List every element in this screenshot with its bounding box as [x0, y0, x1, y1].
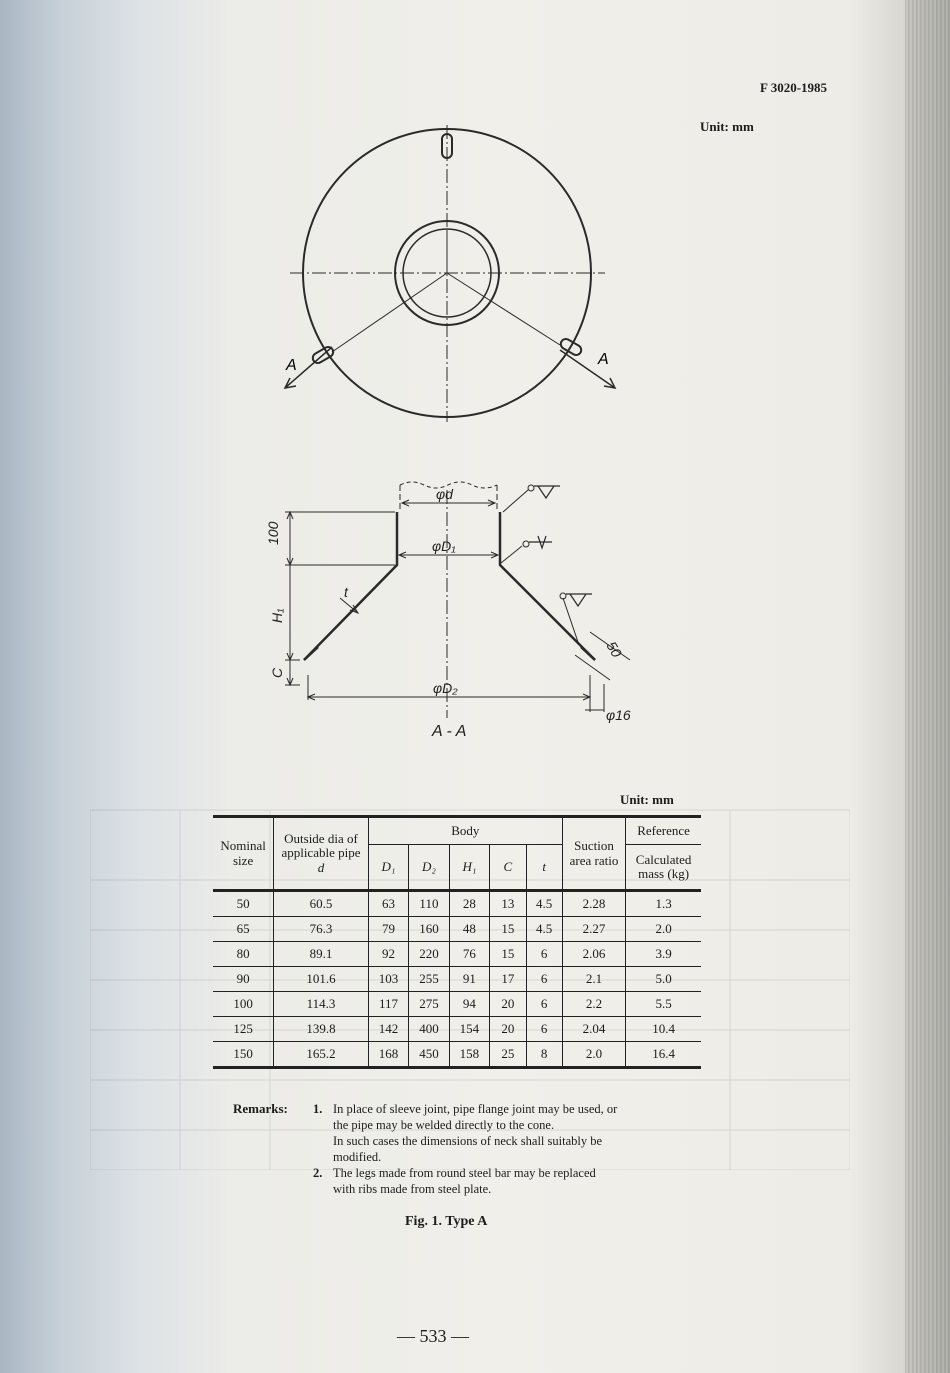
leg-axis-left: [332, 273, 447, 352]
remark-1: 1. In place of sleeve joint, pipe flange joint may be used, or the pipe may be welded directly to the cone. In such cases the dimensions of neck shall suitably be modified.: [313, 1102, 618, 1164]
header-body: Body: [368, 817, 562, 845]
section-arrow-right-label: A: [598, 351, 609, 368]
page-edge-stack: [905, 0, 950, 1373]
header-h1: H₁: [449, 845, 489, 891]
table-row: 150 165.2 168 450 158 25 8 2.0 16.4: [213, 1042, 701, 1068]
table-row: 125 139.8 142 400 154 20 6 2.04 10.4: [213, 1017, 701, 1042]
section-arrow-left-label: A: [286, 357, 297, 374]
table-row: 90 101.6 103 255 91 17 6 2.1 5.0: [213, 967, 701, 992]
leg-axis-right: [447, 273, 560, 345]
header-suction-ratio: Suction area ratio: [562, 817, 625, 891]
table-row: 80 89.1 92 220 76 15 6 2.06 3.9: [213, 942, 701, 967]
remarks-label: Remarks:: [233, 1101, 288, 1116]
header-t: t: [526, 845, 562, 891]
label-phi16: φ16: [606, 707, 631, 723]
page-number: — 533 —: [397, 1326, 469, 1346]
label-t: t: [344, 584, 348, 600]
unit-label: Unit: mm: [700, 119, 754, 134]
document-code: F 3020-1985: [760, 80, 828, 95]
section-title: A - A: [432, 723, 467, 740]
header-d1: D₁: [368, 845, 408, 891]
label-100: 100: [265, 521, 281, 545]
header-d2: D₂: [409, 845, 449, 891]
table-row: 100 114.3 117 275 94 20 6 2.2 5.5: [213, 992, 701, 1017]
header-outside-dia: Outside dia of applicable pipe d: [274, 817, 368, 891]
figure-caption: Fig. 1. Type A: [405, 1214, 488, 1229]
label-h1: H₁: [269, 608, 285, 623]
remark-2: 2. The legs made from round steel bar may be replaced with ribs made from steel plate.: [313, 1166, 596, 1196]
label-phi-d2: φD₂: [433, 680, 458, 696]
label-c: C: [269, 667, 285, 678]
table-row: 65 76.3 79 160 48 15 4.5 2.27 2.0: [213, 917, 701, 942]
header-c: C: [490, 845, 526, 891]
header-outside-dia-symbol: d: [317, 859, 325, 875]
header-calculated-mass: Calculated mass (kg): [626, 845, 701, 891]
technical-drawing: [150, 120, 670, 750]
header-nominal-size: Nominal size: [213, 817, 274, 891]
header-reference: Reference: [626, 817, 701, 845]
dimension-table: [213, 815, 701, 1069]
table-row: 50 60.5 63 110 28 13 4.5 2.28 1.3: [213, 891, 701, 917]
label-phi-d: φd: [436, 486, 453, 502]
table-unit-label: Unit: mm: [620, 792, 674, 807]
label-phi-d1: φD₁: [432, 538, 456, 554]
label-50: 50: [603, 638, 626, 660]
